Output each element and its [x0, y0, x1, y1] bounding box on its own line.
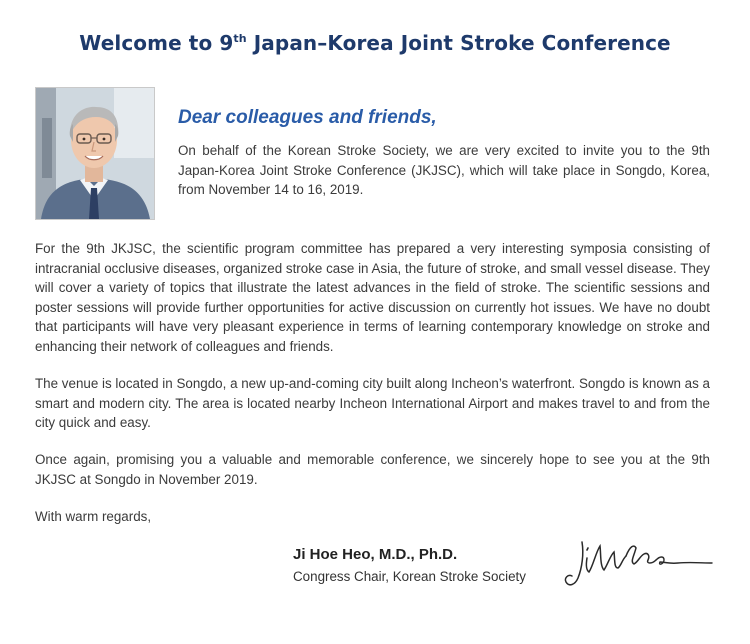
page-title [0, 31, 750, 55]
chair-portrait-photo [35, 87, 155, 220]
title-superscript: th [233, 32, 247, 45]
letter-valediction: With warm regards, [35, 509, 152, 524]
title-main: Welcome to 9 [79, 31, 234, 55]
signatory-name: Ji Hoe Heo, M.D., Ph.D. [293, 546, 458, 563]
letter-paragraph-closing: Once again, promising you a valuable and memorable conference, we sincerely hope to see you at the 9th JKJSC at Songdo in November 2019. [35, 452, 710, 487]
letter-greeting: Dear colleagues and friends, [178, 107, 437, 128]
letter-paragraph-invitation: On behalf of the Korean Stroke Society, we are very excited to invite you to the 9th Japan-Korea Joint Stroke Conference (JKJSC), which will take place in Songdo, Korea, from November 14 to 16, 2019. [178, 143, 710, 198]
title-rest: Japan–Korea Joint Stroke Conference [246, 31, 671, 55]
handwritten-signature-icon [560, 532, 720, 594]
letter-paragraph-program: For the 9th JKJSC, the scientific program committee has prepared a very interesting symposia consisting of intracranial occlusive diseases, organized stroke case in Asia, the future of stroke, and small vessel disease. They will cover a variety of topics that illustrate the latest advances in the field of stroke. The scientific sessions and poster sessions will provide further opportunities for active discussion on currently hot issues. We have no doubt that participants will have very pleasant experience in terms of learning contemporary knowledge on stroke and enhancing their network of colleagues and friends. [35, 241, 710, 354]
signatory-role: Congress Chair, Korean Stroke Society [293, 569, 526, 584]
letter-paragraph-venue: The venue is located in Songdo, a new up-and-coming city built along Incheon’s waterfront. Songdo is known as a smart and modern city. The area is located nearby Incheon International Airport and makes travel to and from the city quick and easy. [35, 376, 710, 431]
portrait-photo-icon [36, 88, 154, 219]
